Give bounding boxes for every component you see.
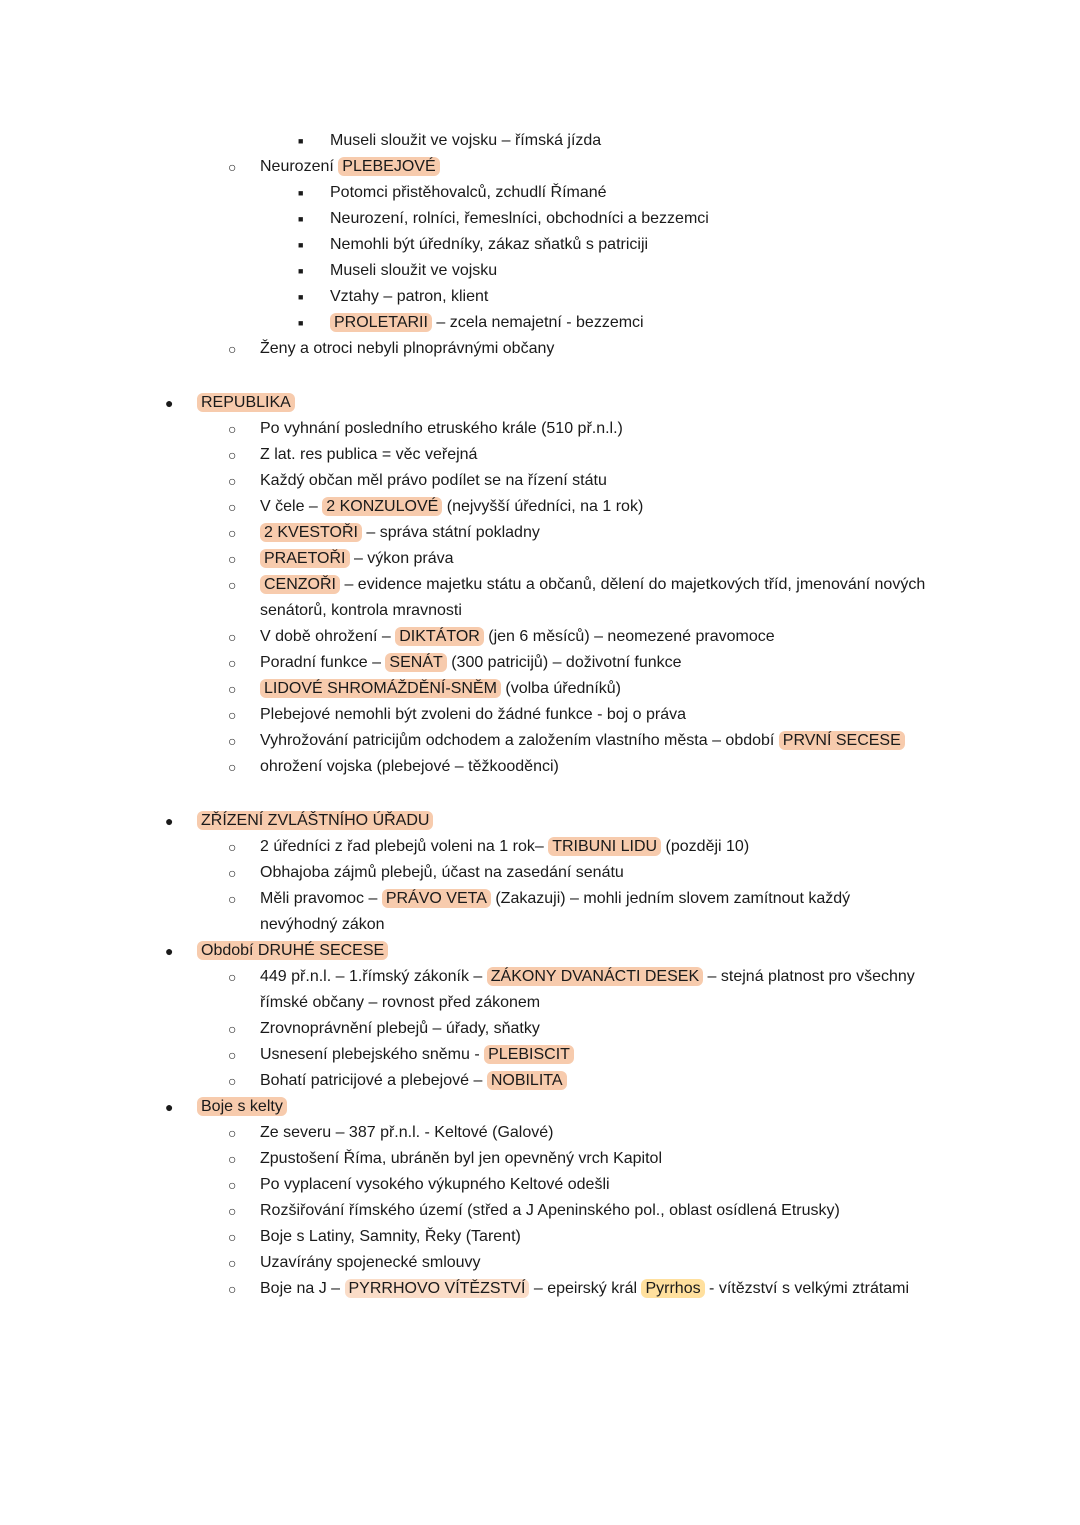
item-text	[330, 180, 930, 206]
highlighted-text: Pyrrhos	[641, 1279, 704, 1298]
highlighted-text: ZŘÍZENÍ ZVLÁŠTNÍHO ÚŘADU	[197, 811, 433, 830]
bullet-level2-icon: ○	[228, 707, 237, 723]
list-item	[228, 336, 930, 362]
plain-text: Uzavírány spojenecké smlouvy	[260, 1254, 481, 1271]
plain-text: Po vyplacení vysokého výkupného Keltové odešli	[260, 1176, 610, 1193]
list-item	[298, 284, 930, 310]
bullet-level2-icon: ○	[228, 551, 237, 567]
highlighted-text: CENZOŘI	[260, 575, 340, 594]
plain-text: Usnesení plebejského sněmu -	[260, 1046, 485, 1063]
list-item	[228, 702, 930, 728]
highlighted-text: PRVNÍ SECESE	[779, 731, 905, 750]
item-text	[260, 964, 930, 1016]
plain-text: Potomci přistěhovalců, zchudlí Římané	[330, 184, 607, 201]
plain-text: Nemohli být úředníky, zákaz sňatků s patriciji	[330, 236, 649, 253]
list-item	[298, 310, 930, 336]
list-item	[298, 128, 930, 154]
list-item	[228, 1250, 930, 1276]
plain-text: – zcela nemajetní - bezzemci	[431, 314, 644, 331]
item-text	[260, 154, 930, 180]
highlighted-text: NOBILITA	[487, 1071, 567, 1090]
item-text	[260, 728, 930, 754]
list-item	[228, 154, 930, 180]
plain-text: (volba úředníků)	[500, 680, 621, 697]
bullet-level2-icon: ○	[228, 865, 237, 881]
plain-text: – výkon práva	[349, 550, 454, 567]
list-item	[228, 886, 930, 938]
highlighted-text: 2 KONZULOVÉ	[322, 497, 442, 516]
plain-text: ohrožení vojska (plebejové – těžkooděnci)	[260, 758, 559, 775]
bullet-level1-icon: ●	[165, 813, 174, 829]
plain-text: (později 10)	[661, 838, 750, 855]
list-item	[228, 860, 930, 886]
bullet-level2-icon: ○	[228, 969, 237, 985]
item-text	[330, 128, 930, 154]
item-text	[260, 572, 930, 624]
item-text	[260, 1120, 930, 1146]
list-item	[228, 650, 930, 676]
item-text	[260, 468, 930, 494]
list-item	[228, 442, 930, 468]
item-text	[260, 1016, 930, 1042]
bullet-level3-icon: ■	[298, 214, 304, 224]
item-text	[260, 1276, 930, 1302]
item-text	[260, 1224, 930, 1250]
bullet-level2-icon: ○	[228, 499, 237, 515]
plain-text: (jen 6 měsíců) – neomezené pravomoce	[483, 628, 775, 645]
bullet-level2-icon: ○	[228, 341, 237, 357]
list-item	[298, 206, 930, 232]
item-text	[260, 1146, 930, 1172]
item-text	[260, 624, 930, 650]
plain-text: – stejná platnost pro všechny římské občany – rovnost před zákonem	[260, 968, 915, 1011]
list-item	[228, 1146, 930, 1172]
item-text	[330, 258, 930, 284]
bullet-level2-icon: ○	[228, 759, 237, 775]
bullet-level3-icon: ■	[298, 136, 304, 146]
plain-text: – správa státní pokladny	[361, 524, 540, 541]
highlighted-text: TRIBUNI LIDU	[548, 837, 661, 856]
plain-text: Rozšiřování římského území (střed a J Apeninského pol., oblast osídlená Etrusky)	[260, 1202, 840, 1219]
plain-text: – evidence majetku státu a občanů, dělení do majetkových tříd, jmenování nových senátorů, kontrola mravnosti	[260, 576, 926, 619]
highlighted-text: SENÁT	[385, 653, 446, 672]
list-item	[228, 572, 930, 624]
bullet-level2-icon: ○	[228, 681, 237, 697]
plain-text: Ženy a otroci nebyli plnoprávnými občany	[260, 340, 555, 357]
plain-text: Měli pravomoc –	[260, 890, 382, 907]
list-item	[165, 1094, 930, 1120]
highlighted-text: REPUBLIKA	[197, 393, 295, 412]
item-text	[260, 416, 930, 442]
bullet-level2-icon: ○	[228, 891, 237, 907]
bullet-level2-icon: ○	[228, 1255, 237, 1271]
bullet-level1-icon: ●	[165, 1099, 174, 1115]
list-item	[298, 180, 930, 206]
plain-text: Museli sloužit ve vojsku	[330, 262, 498, 279]
bullet-level2-icon: ○	[228, 1073, 237, 1089]
plain-text: Zrovnoprávnění plebejů – úřady, sňatky	[260, 1020, 540, 1037]
list-item	[228, 1276, 930, 1302]
highlighted-text: PRÁVO VETA	[382, 889, 491, 908]
item-text	[260, 442, 930, 468]
list-item	[228, 676, 930, 702]
plain-text: Zpustošení Říma, ubráněn byl jen opevněný vrch Kapitol	[260, 1150, 663, 1167]
item-text	[260, 886, 930, 938]
bullet-level3-icon: ■	[298, 240, 304, 250]
list-item	[228, 416, 930, 442]
bullet-level2-icon: ○	[228, 473, 237, 489]
bullet-level3-icon: ■	[298, 292, 304, 302]
plain-text: 449 př.n.l. – 1.římský zákoník –	[260, 968, 487, 985]
item-text	[260, 1198, 930, 1224]
list-item	[228, 1224, 930, 1250]
bullet-level2-icon: ○	[228, 1281, 237, 1297]
item-text	[197, 938, 930, 964]
plain-text: Poradní funkce –	[260, 654, 386, 671]
plain-text: Ze severu – 387 př.n.l. - Keltové (Galové)	[260, 1124, 554, 1141]
bullet-level2-icon: ○	[228, 447, 237, 463]
plain-text: Vztahy – patron, klient	[330, 288, 489, 305]
highlighted-text: PLEBEJOVÉ	[338, 157, 439, 176]
list-item	[165, 938, 930, 964]
item-text	[197, 390, 930, 416]
plain-text: V době ohrožení –	[260, 628, 396, 645]
list-item	[228, 1042, 930, 1068]
list-item	[228, 728, 930, 754]
bullet-level2-icon: ○	[228, 525, 237, 541]
list-item	[228, 1198, 930, 1224]
item-text	[197, 1094, 930, 1120]
plain-text: Boje na J –	[260, 1280, 345, 1297]
item-text	[260, 754, 930, 780]
plain-text: Z lat. res publica = věc veřejná	[260, 446, 478, 463]
bullet-level2-icon: ○	[228, 159, 237, 175]
bullet-level2-icon: ○	[228, 1125, 237, 1141]
plain-text: (nejvyšší úředníci, na 1 rok)	[442, 498, 644, 515]
list-item	[228, 468, 930, 494]
plain-text: Plebejové nemohli být zvoleni do žádné funkce - boj o práva	[260, 706, 687, 723]
plain-text: Neurození	[260, 158, 339, 175]
bullet-level2-icon: ○	[228, 733, 237, 749]
highlighted-text: Boje s kelty	[197, 1097, 287, 1116]
bullet-level2-icon: ○	[228, 1021, 237, 1037]
list-item	[228, 1068, 930, 1094]
item-text	[260, 1250, 930, 1276]
list-item	[228, 494, 930, 520]
bullet-level2-icon: ○	[228, 1151, 237, 1167]
item-text	[260, 676, 930, 702]
bullet-level2-icon: ○	[228, 655, 237, 671]
item-text	[260, 1172, 930, 1198]
item-text	[260, 1068, 930, 1094]
item-text	[260, 336, 930, 362]
highlighted-text: DIKTÁTOR	[395, 627, 484, 646]
list-item	[228, 964, 930, 1016]
plain-text: Po vyhnání posledního etruského krále (510 př.n.l.)	[260, 420, 623, 437]
plain-text: Každý občan měl právo podílet se na řízení státu	[260, 472, 607, 489]
plain-text: (300 patricijů) – doživotní funkce	[446, 654, 682, 671]
list-item	[165, 808, 930, 834]
item-text	[260, 860, 930, 886]
highlighted-text: PYRRHOVO VÍTĚZSTVÍ	[345, 1279, 530, 1298]
plain-text: 2 úředníci z řad plebejů voleni na 1 rok–	[260, 838, 549, 855]
plain-text: Boje s Latiny, Samnity, Řeky (Tarent)	[260, 1228, 521, 1245]
plain-text: V čele –	[260, 498, 323, 515]
plain-text: Bohatí patricijové a plebejové –	[260, 1072, 487, 1089]
list-item	[228, 834, 930, 860]
plain-text: (Zakazuji) – mohli jedním slovem zamítnout každý nevýhodný zákon	[260, 890, 851, 933]
plain-text: Neurození, rolníci, řemeslníci, obchodníci a bezzemci	[330, 210, 709, 227]
list-item	[228, 1172, 930, 1198]
bullet-level3-icon: ■	[298, 266, 304, 276]
item-text	[330, 310, 930, 336]
bullet-level3-icon: ■	[298, 318, 304, 328]
highlighted-text: PROLETARII	[330, 313, 432, 332]
item-text	[260, 546, 930, 572]
item-text	[260, 494, 930, 520]
bullet-level2-icon: ○	[228, 1229, 237, 1245]
bullet-level2-icon: ○	[228, 577, 237, 593]
item-text	[330, 284, 930, 310]
highlighted-text: 2 KVESTOŘI	[260, 523, 362, 542]
bullet-level2-icon: ○	[228, 839, 237, 855]
item-text	[330, 232, 930, 258]
list-item	[228, 624, 930, 650]
item-text	[260, 702, 930, 728]
item-text	[330, 206, 930, 232]
bullet-level1-icon: ●	[165, 395, 174, 411]
list-item	[228, 1120, 930, 1146]
list-item	[228, 520, 930, 546]
plain-text: - vítězství s velkými ztrátami	[704, 1280, 910, 1297]
list-item	[228, 754, 930, 780]
highlighted-text: ZÁKONY DVANÁCTI DESEK	[487, 967, 703, 986]
bullet-level1-icon: ●	[165, 943, 174, 959]
highlighted-text: PLEBISCIT	[484, 1045, 574, 1064]
bullet-level2-icon: ○	[228, 629, 237, 645]
plain-text: Vyhrožování patricijům odchodem a založením vlastního města – období	[260, 732, 779, 749]
bullet-level3-icon: ■	[298, 188, 304, 198]
item-text	[260, 650, 930, 676]
highlighted-text: PRAETOŘI	[260, 549, 350, 568]
list-item	[298, 258, 930, 284]
item-text	[260, 1042, 930, 1068]
bullet-level2-icon: ○	[228, 421, 237, 437]
item-text	[197, 808, 930, 834]
highlighted-text: Období DRUHÉ SECESE	[197, 941, 388, 960]
list-item	[228, 546, 930, 572]
list-item	[228, 1016, 930, 1042]
bullet-level2-icon: ○	[228, 1203, 237, 1219]
bullet-level2-icon: ○	[228, 1047, 237, 1063]
plain-text: Obhajoba zájmů plebejů, účast na zasedání senátu	[260, 864, 624, 881]
list-item	[298, 232, 930, 258]
highlighted-text: LIDOVÉ SHROMÁŽDĚNÍ-SNĚM	[260, 679, 501, 698]
bullet-level2-icon: ○	[228, 1177, 237, 1193]
plain-text: – epeirský král	[529, 1280, 642, 1297]
plain-text: Museli sloužit ve vojsku – římská jízda	[330, 132, 602, 149]
list-item	[165, 390, 930, 416]
item-text	[260, 520, 930, 546]
item-text	[260, 834, 930, 860]
